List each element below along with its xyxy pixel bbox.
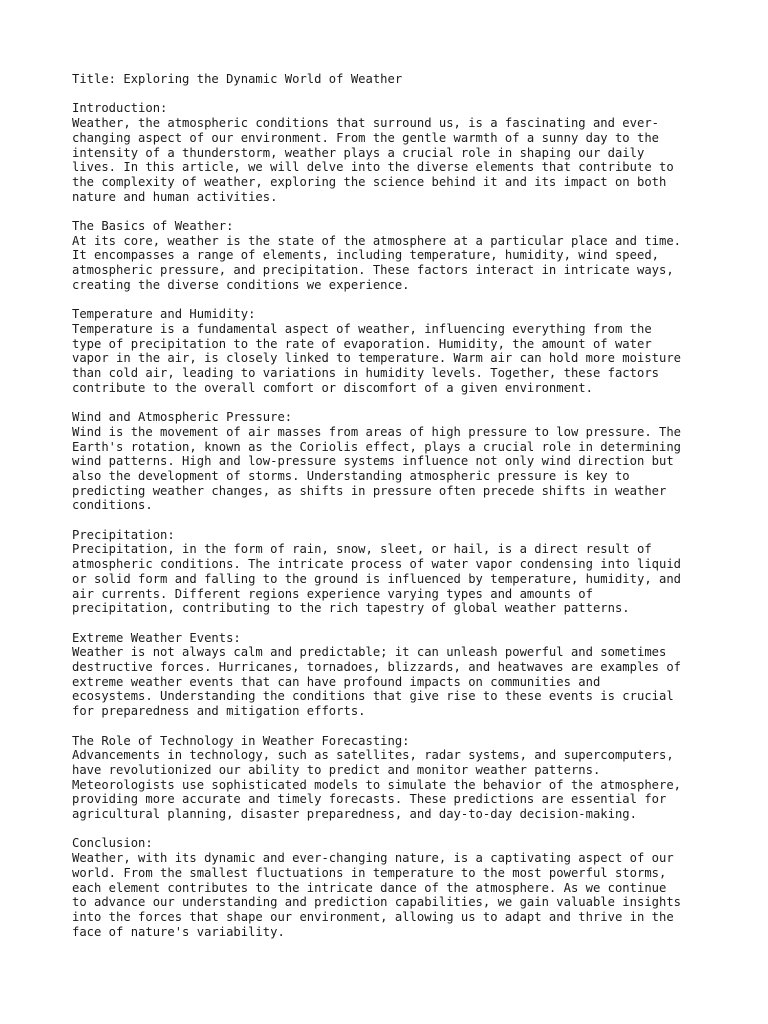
paragraph-line: extreme weather events that can have profound impacts on communities and bbox=[72, 674, 601, 689]
section-heading: The Role of Technology in Weather Forecasting: bbox=[72, 733, 410, 748]
paragraph-line: than cold air, leading to variations in humidity levels. Together, these factors bbox=[72, 366, 659, 381]
section-heading: Extreme Weather Events: bbox=[72, 630, 241, 645]
paragraph-line: Advancements in technology, such as satellites, radar systems, and supercomputers, bbox=[72, 748, 674, 763]
paragraph-line: Earth's rotation, known as the Coriolis effect, plays a crucial role in determining bbox=[72, 439, 682, 454]
paragraph-line: intensity of a thunderstorm, weather plays a crucial role in shaping our daily bbox=[72, 145, 645, 160]
section-heading: Conclusion: bbox=[72, 836, 153, 851]
paragraph-line: nature and human activities. bbox=[72, 189, 278, 204]
paragraph-line: creating the diverse conditions we experience. bbox=[72, 277, 410, 292]
section-heading: Introduction: bbox=[72, 101, 168, 116]
paragraph-line: or solid form and falling to the ground is influenced by temperature, humidity, and bbox=[72, 571, 682, 586]
paragraph-line: changing aspect of our environment. From the gentle warmth of a sunny day to the bbox=[72, 130, 659, 145]
paragraph-line: world. From the smallest fluctuations in temperature to the most powerful storms, bbox=[72, 865, 667, 880]
paragraph-line: Weather is not always calm and predictable; it can unleash powerful and sometimes bbox=[72, 645, 667, 660]
paragraph-line: Precipitation, in the form of rain, snow, sleet, or hail, is a direct result of bbox=[72, 542, 652, 557]
paragraph-line: Wind is the movement of air masses from areas of high pressure to low pressure. The bbox=[72, 424, 682, 439]
document-section bbox=[72, 836, 712, 939]
paragraph-line: Weather, with its dynamic and ever-changing nature, is a captivating aspect of our bbox=[72, 851, 674, 866]
paragraph-line: agricultural planning, disaster preparedness, and day-to-day decision-making. bbox=[72, 807, 637, 822]
section-heading: Temperature and Humidity: bbox=[72, 307, 256, 322]
paragraph-line: face of nature's variability. bbox=[72, 924, 285, 939]
paragraph-line: have revolutionized our ability to predict and monitor weather patterns. bbox=[72, 762, 601, 777]
paragraph-line: precipitation, contributing to the rich tapestry of global weather patterns. bbox=[72, 601, 630, 616]
paragraph-line: ecosystems. Understanding the conditions that give rise to these events is crucial bbox=[72, 689, 674, 704]
document-section bbox=[72, 410, 712, 513]
section-heading: Wind and Atmospheric Pressure: bbox=[72, 410, 293, 425]
paragraph-line: At its core, weather is the state of the atmosphere at a particular place and time. bbox=[72, 233, 682, 248]
document-section bbox=[72, 219, 712, 293]
paragraph-line: Temperature is a fundamental aspect of weather, influencing everything from the bbox=[72, 321, 652, 336]
paragraph-line: It encompasses a range of elements, including temperature, humidity, wind speed, bbox=[72, 248, 659, 263]
document-section bbox=[72, 631, 712, 719]
paragraph-line: lives. In this article, we will delve into the diverse elements that contribute to bbox=[72, 160, 674, 175]
paragraph-line: destructive forces. Hurricanes, tornadoes, blizzards, and heatwaves are examples of bbox=[72, 660, 682, 675]
paragraph-line: Meteorologists use sophisticated models to simulate the behavior of the atmosphere, bbox=[72, 777, 682, 792]
paragraph-line: for preparedness and mitigation efforts. bbox=[72, 704, 366, 719]
document-section bbox=[72, 101, 712, 204]
paragraph-line: conditions. bbox=[72, 498, 153, 513]
document-title: Title: Exploring the Dynamic World of Weather bbox=[72, 72, 403, 86]
section-heading: The Basics of Weather: bbox=[72, 219, 234, 233]
paragraph-line: providing more accurate and timely forecasts. These predictions are essential for bbox=[72, 792, 667, 807]
paragraph-line: the complexity of weather, exploring the science behind it and its impact on both bbox=[72, 174, 667, 189]
paragraph-line: vapor in the air, is closely linked to temperature. Warm air can hold more moisture bbox=[72, 351, 682, 366]
paragraph-line: contribute to the overall comfort or discomfort of a given environment. bbox=[72, 380, 593, 395]
paragraph-line: Weather, the atmospheric conditions that surround us, is a fascinating and ever- bbox=[72, 116, 659, 131]
section-heading: Precipitation: bbox=[72, 527, 175, 542]
paragraph-line: type of precipitation to the rate of evaporation. Humidity, the amount of water bbox=[72, 336, 652, 351]
paragraph-line: also the development of storms. Understanding atmospheric pressure is key to bbox=[72, 468, 630, 483]
paragraph-line: atmospheric pressure, and precipitation. These factors interact in intricate ways, bbox=[72, 263, 674, 278]
paragraph-line: wind patterns. High and low-pressure systems influence not only wind direction but bbox=[72, 454, 674, 469]
paragraph-line: atmospheric conditions. The intricate process of water vapor condensing into liquid bbox=[72, 557, 682, 572]
paragraph-line: predicting weather changes, as shifts in pressure often precede shifts in weather bbox=[72, 483, 667, 498]
document-section bbox=[72, 307, 712, 395]
paragraph-line: air currents. Different regions experience varying types and amounts of bbox=[72, 586, 593, 601]
paragraph-line: into the forces that shape our environment, allowing us to adapt and thrive in the bbox=[72, 909, 674, 924]
document-section bbox=[72, 528, 712, 616]
document-page bbox=[72, 72, 712, 954]
paragraph-line: to advance our understanding and prediction capabilities, we gain valuable insights bbox=[72, 895, 682, 910]
document-section bbox=[72, 734, 712, 822]
document-body bbox=[72, 101, 712, 939]
paragraph-line: each element contributes to the intricate dance of the atmosphere. As we continue bbox=[72, 880, 667, 895]
